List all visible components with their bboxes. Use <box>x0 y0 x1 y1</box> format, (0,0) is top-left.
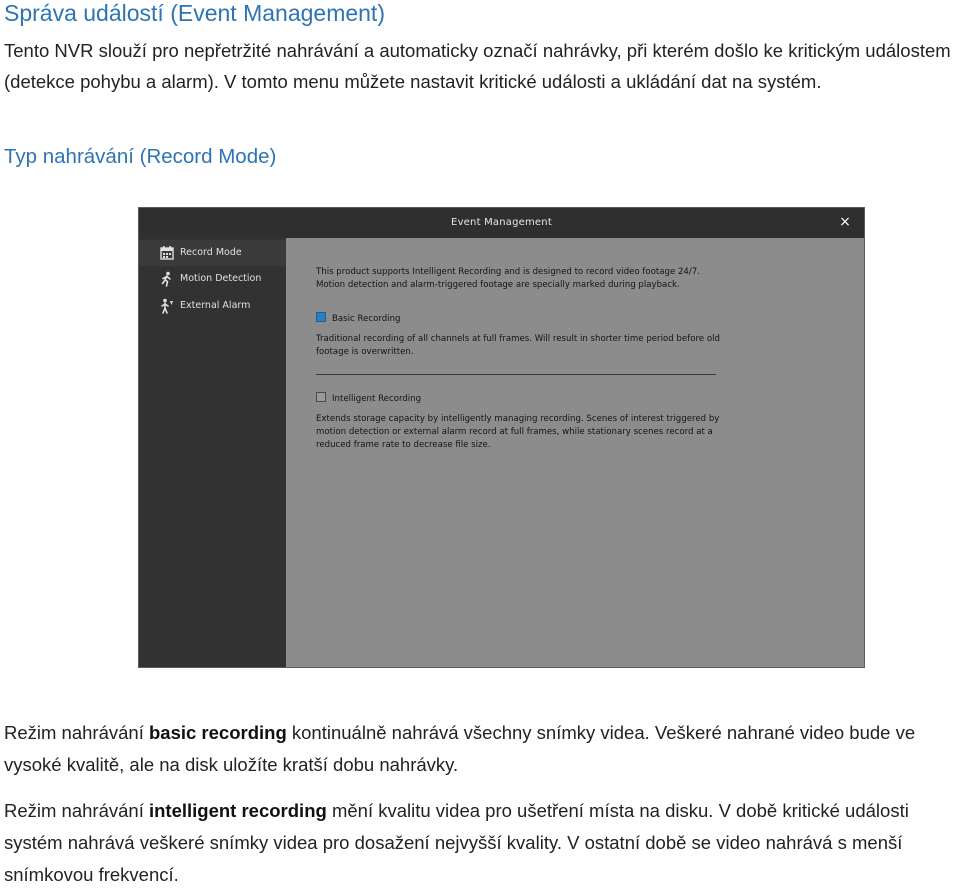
para-text: Režim nahrávání <box>4 800 149 821</box>
panel-intro: This product supports Intelligent Recording and is designed to record video footage 24/7. Motion detection and alarm-triggered footage are specially marked during playback. <box>316 267 700 290</box>
intelligent-recording-checkbox[interactable] <box>316 392 326 402</box>
sidebar-item-label: Motion Detection <box>180 273 262 284</box>
basic-recording-paragraph <box>4 717 960 781</box>
running-person-icon <box>159 271 175 287</box>
basic-recording-option[interactable] <box>316 312 400 324</box>
subsection-heading: Typ nahrávání (Record Mode) <box>4 145 277 168</box>
calendar-icon <box>159 245 175 261</box>
alarm-person-icon <box>159 298 175 314</box>
sidebar-item-record-mode[interactable] <box>139 240 286 266</box>
divider <box>316 374 716 375</box>
window-titlebar <box>139 208 864 238</box>
record-mode-panel <box>286 238 864 667</box>
sidebar-item-label: Record Mode <box>180 247 242 258</box>
intelligent-recording-option[interactable] <box>316 392 421 404</box>
section-heading: Správa událostí (Event Management) <box>4 0 385 26</box>
sidebar-item-label: External Alarm <box>180 300 251 311</box>
sidebar-item-motion-detection[interactable] <box>139 266 286 292</box>
intro-paragraph: Tento NVR slouží pro nepřetržité nahrávání a automaticky označí nahrávky, při kterém došlo ke kritickým událostem (detekce pohybu a alarm). V tomto menu můžete nastavit kritické události a ukládání dat na systém. <box>4 40 951 92</box>
sidebar <box>139 238 286 667</box>
close-icon[interactable]: × <box>839 214 851 230</box>
window-title: Event Management <box>451 217 552 228</box>
para-text: Režim nahrávání <box>4 722 149 743</box>
basic-recording-checkbox[interactable] <box>316 312 326 322</box>
sidebar-item-external-alarm[interactable] <box>139 293 286 319</box>
intelligent-recording-description: Extends storage capacity by intelligently managing recording. Scenes of interest triggered by motion detection or external alarm record at full frames, while stationary scenes record at a reduced frame rate to decrease file size. <box>316 414 720 450</box>
intelligent-recording-paragraph <box>4 795 960 891</box>
intelligent-recording-label: Intelligent Recording <box>332 394 422 404</box>
para-text: mění kvalitu videa pro ušetření místa na disku. V době kritické události systém nahrává veškeré snímky videa pro dosažení nejvyšší kvality. V ostatní době se video nahrává s menší snímkovou frekvencí. <box>4 800 909 885</box>
para-term: basic recording <box>148 722 287 743</box>
para-text: kontinuálně nahrává všechny snímky videa. Veškeré nahrané video bude ve vysoké kvalitě, ale na disk uložíte kratší dobu nahrávky. <box>4 722 916 775</box>
para-term: intelligent recording <box>148 800 327 821</box>
basic-recording-description: Traditional recording of all channels at full frames. Will result in shorter time period before old footage is overwritten. <box>316 334 720 357</box>
basic-recording-label: Basic Recording <box>332 314 401 324</box>
event-management-screenshot <box>139 208 864 667</box>
